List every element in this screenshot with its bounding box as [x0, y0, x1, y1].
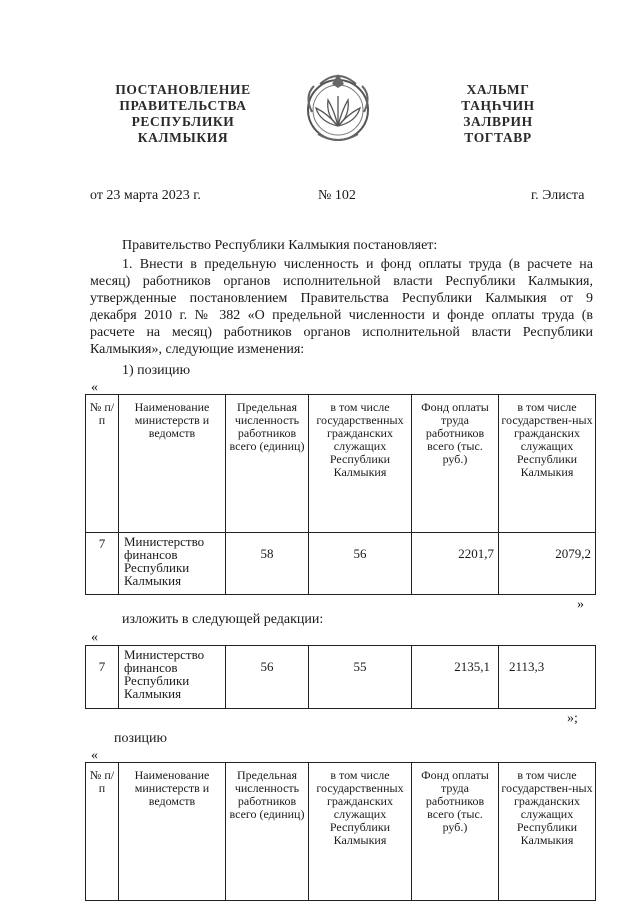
header-right-line: ЗАЛВРИН [463, 114, 533, 129]
header-cell: Наименование министерств и ведомств [119, 763, 226, 901]
header-cell: в том числе государствен-ных гражданских служащих Республики Калмыкия [499, 763, 596, 901]
header-right-line: ТОГТАВР [464, 130, 532, 145]
header-cell: Фонд оплаты труда работников всего (тыс. руб.) [412, 763, 499, 901]
open-quote: « [91, 380, 98, 395]
position2-label: позицию [114, 731, 167, 746]
document-date: от 23 марта 2023 г. [90, 188, 201, 203]
row-total: 56 [226, 646, 309, 709]
header-cell: в том числе государственных гражданских служащих Республики Калмыкия [309, 395, 412, 533]
header-cell: в том числе государствен-ных гражданских служащих Республики Калмыкия [499, 395, 596, 533]
replace-label: изложить в следующей редакции: [122, 612, 324, 627]
table-row [86, 646, 596, 709]
table-header-row [86, 395, 596, 533]
close-quote: » [577, 597, 584, 612]
body-line: месяц) работников органов исполнительной власти Республики Калмыкия, [90, 274, 593, 289]
row-name: Министерство финансов Республики Калмыкия [119, 646, 226, 709]
row-fund-total: 2201,7 [412, 533, 499, 595]
header-cell: Наименование министерств и ведомств [119, 395, 226, 533]
row-total: 58 [226, 533, 309, 595]
row-civil: 55 [309, 646, 412, 709]
header-cell: в том числе государственных гражданских служащих Республики Калмыкия [309, 763, 412, 901]
header-left-line: РЕСПУБЛИКИ [131, 114, 235, 129]
document-number: № 102 [318, 188, 356, 203]
positions-table-second [85, 762, 596, 901]
header-cell: Предельная численность работников всего (единиц) [226, 763, 309, 901]
body-line: утвержденные постановлением Правительства Республики Калмыкия от 9 [90, 291, 593, 306]
kalmykia-emblem-icon [298, 66, 378, 144]
intro-line: Правительство Республики Калмыкия постановляет: [122, 238, 438, 253]
header-cell: № п/п [86, 763, 119, 901]
row-fund-total: 2135,1 [412, 646, 499, 709]
header-cell: Фонд оплаты труда работников всего (тыс. руб.) [412, 395, 499, 533]
header-left-line: КАЛМЫКИЯ [137, 130, 229, 145]
table-header-row [86, 763, 596, 901]
header-left-title [98, 82, 268, 146]
header-left-line: ПОСТАНОВЛЕНИЕ [115, 82, 251, 97]
row-fund-civil: 2113,3 [499, 646, 596, 709]
body-line: Калмыкия», следующие изменения: [90, 342, 305, 357]
header-right-line: ТАҢҺЧИН [461, 98, 535, 113]
header-right-line: ХАЛЬМГ [466, 82, 530, 97]
row-number: 7 [86, 533, 119, 595]
positions-table-old [85, 394, 596, 595]
body-paragraph [90, 256, 593, 358]
item1-label: 1) позицию [122, 363, 191, 378]
body-line: 1. Внести в предельную численность и фонд оплаты труда (в расчете на [122, 257, 593, 272]
row-fund-civil: 2079,2 [499, 533, 596, 595]
header-right-title [438, 82, 558, 146]
body-line: расчете на месяц) работников органов исполнительной власти Республики [90, 325, 593, 340]
open-quote: « [91, 748, 98, 763]
row-name: Министерство финансов Республики Калмыкия [119, 533, 226, 595]
table-row [86, 533, 596, 595]
row-number: 7 [86, 646, 119, 709]
body-line: декабря 2010 г. № 382 «О предельной численности и фонде оплаты труда (в [90, 308, 593, 323]
header-left-line: ПРАВИТЕЛЬСТВА [119, 98, 247, 113]
header-cell: № п/п [86, 395, 119, 533]
row-civil: 56 [309, 533, 412, 595]
positions-table-new [85, 645, 596, 709]
open-quote: « [91, 630, 98, 645]
document-city: г. Элиста [531, 188, 585, 203]
header-cell: Предельная численность работников всего (единиц) [226, 395, 309, 533]
close-quote-semicolon: »; [567, 711, 578, 726]
